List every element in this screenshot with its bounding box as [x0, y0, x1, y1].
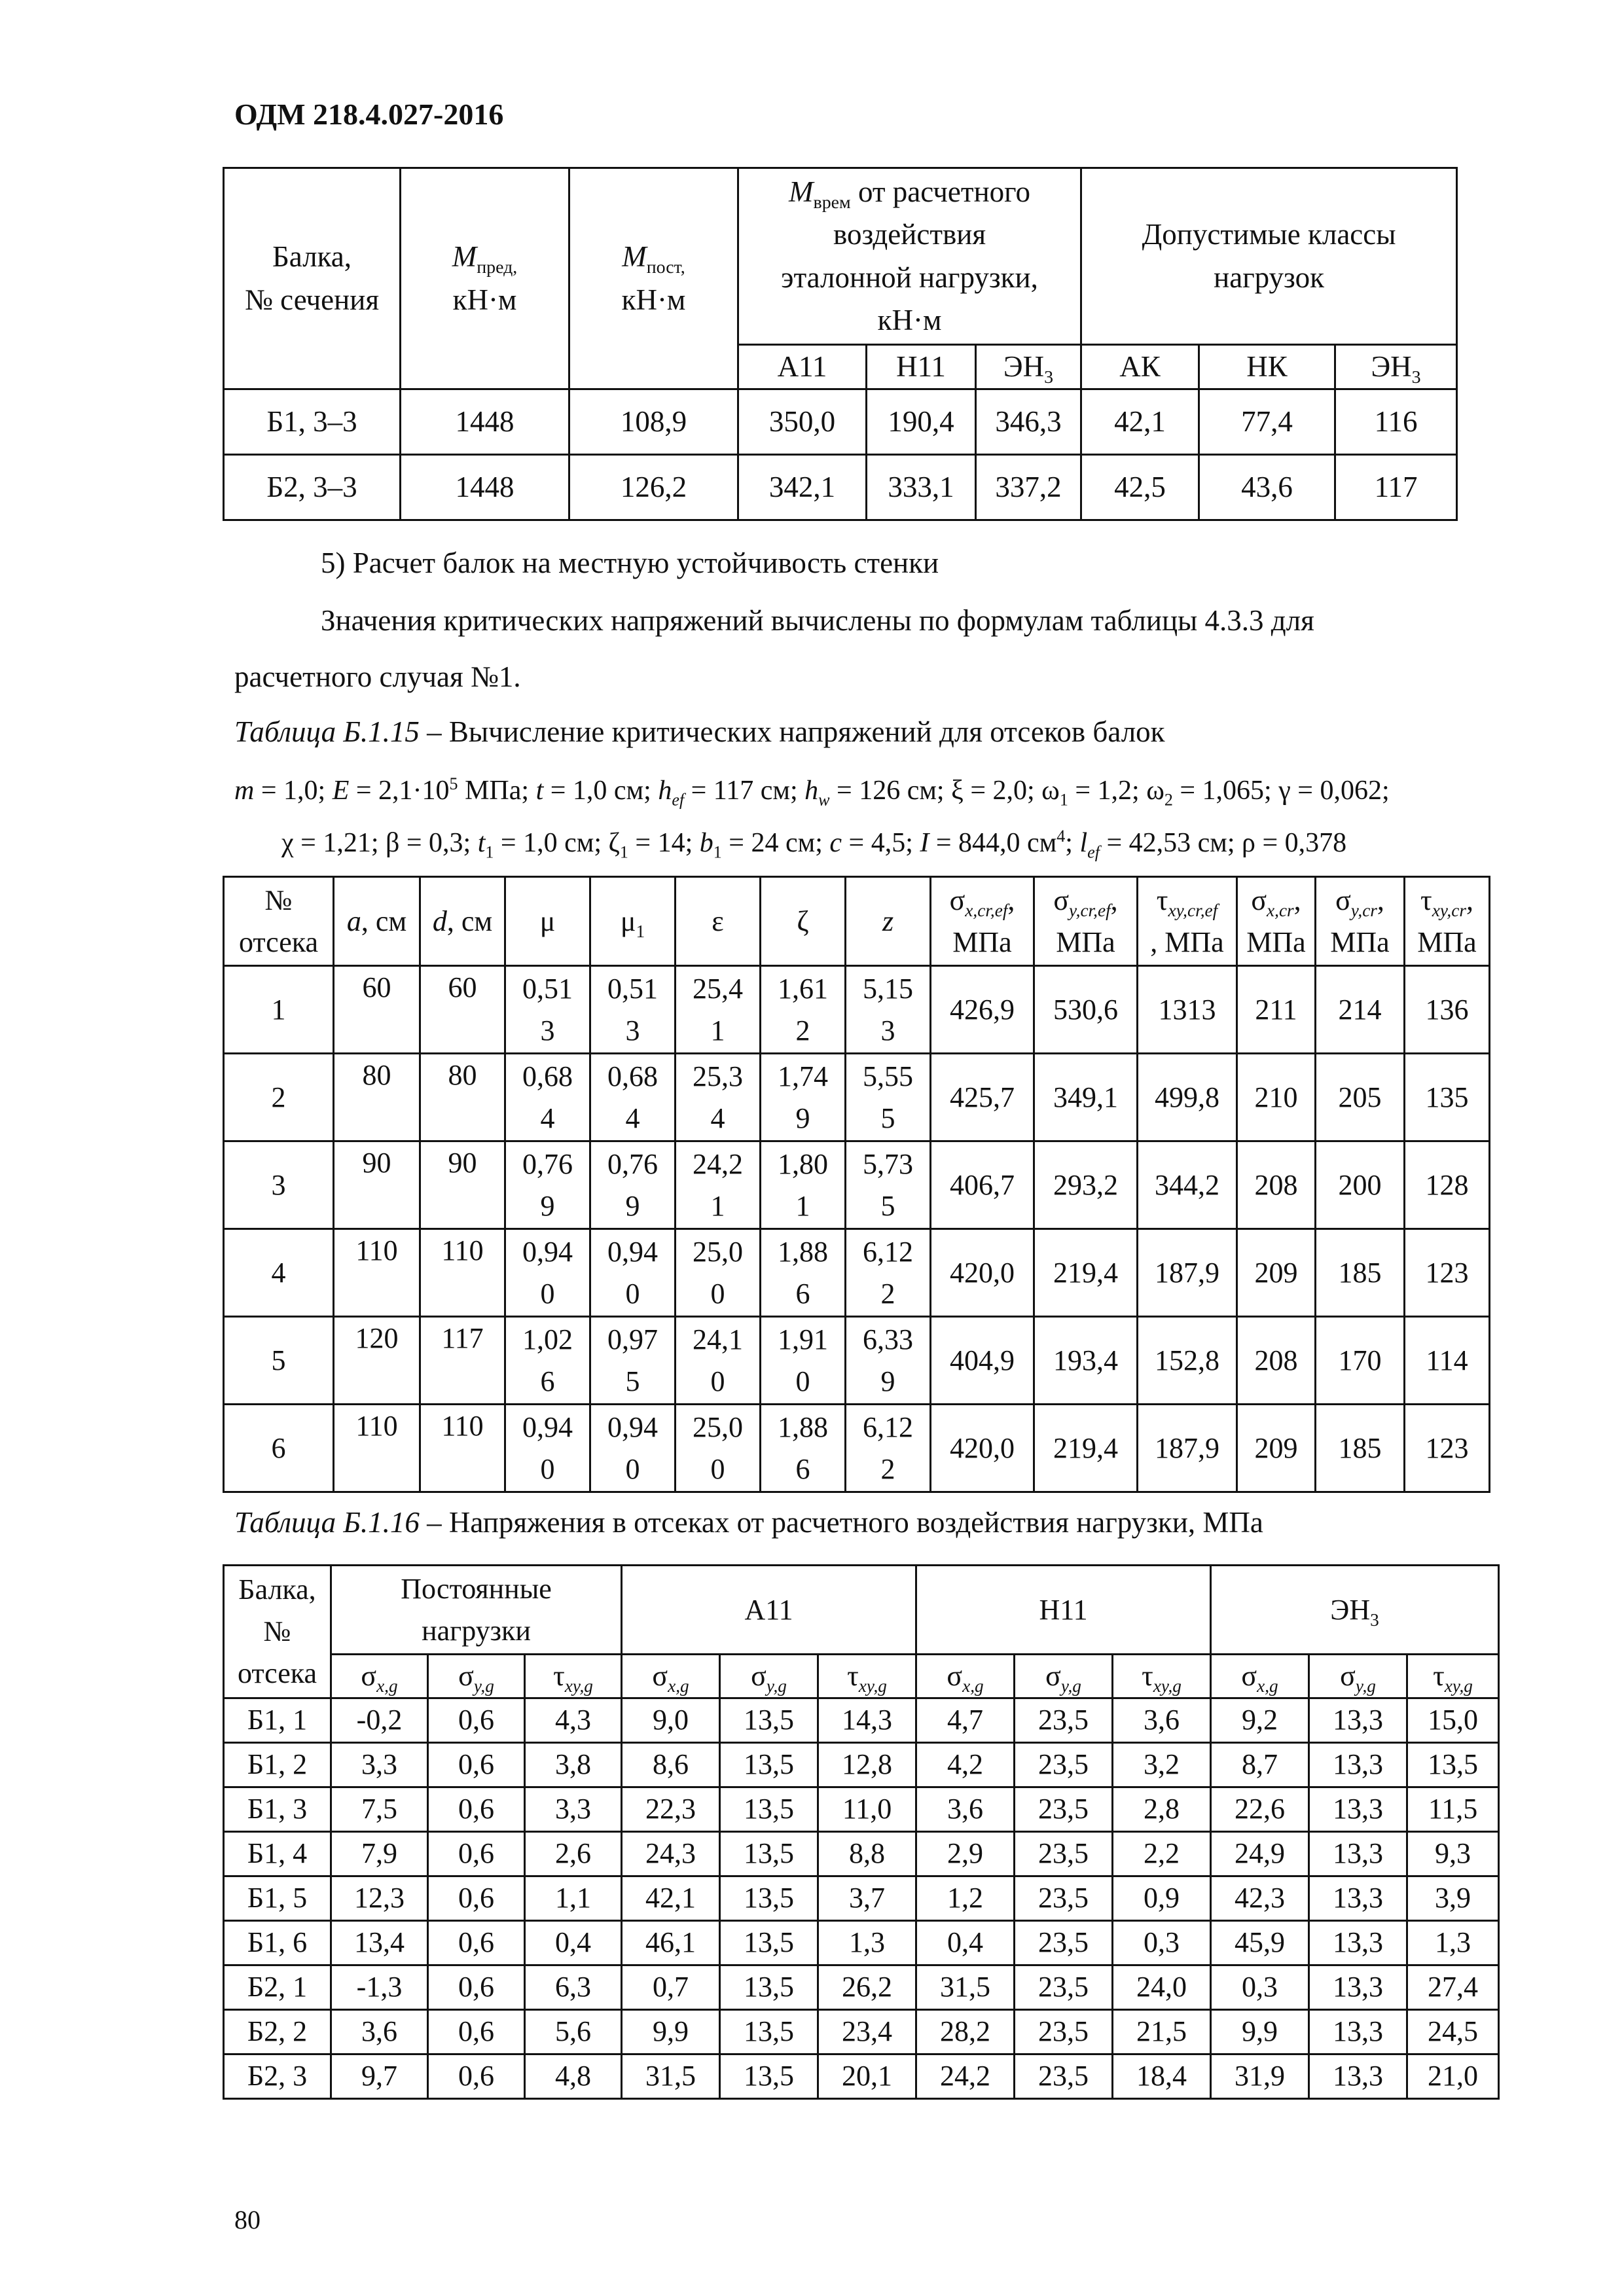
table-row: Б2, 2 3,6 0,6 5,6 9,9 13,5 23,4 28,2 23,5 21,5 9,9 13,3 24,5	[224, 2009, 1499, 2054]
table-moments	[223, 167, 1458, 521]
parameters-line-1: m = 1,0; $E = 2,1\cdot 10^5$ МПа; t = 1,0 см; $h_{ef} = 117$ см; $h_w = 126$ см; ξ = 2,0; $\omega_1 = 1,2$; $\omega_2 = 1,065$; γ = 0,062;	[234, 774, 1390, 810]
subheader-txy: $\tau_{xy,g}$	[525, 1655, 622, 1698]
subheader-sx: $\sigma_{x,g}$	[916, 1655, 1015, 1698]
section-5-title: 5) Расчет балок на местную устойчивость стенки	[321, 547, 939, 579]
table-row: Б1, 4 7,9 0,6 2,6 24,3 13,5 8,8 2,9 23,5 2,2 24,9 13,3 9,3	[224, 1831, 1499, 1876]
table-row: Б2, 1 -1,3 0,6 6,3 0,7 13,5 26,2 31,5 23,5 24,0 0,3 13,3 27,4	[224, 1965, 1499, 2009]
header-zeta: ζ	[761, 877, 846, 966]
paragraph-line-2: расчетного случая №1.	[234, 660, 521, 693]
header-m-vrem: $M_{врем}$ от расчетного воздействия эталонной нагрузки, кН·м	[738, 168, 1081, 345]
header-m-post: $M_{пост,}$ кН·м	[569, 168, 738, 389]
header-beam-compartment: Балка, № отсека	[224, 1566, 331, 1698]
header-compartment: № отсека	[224, 877, 334, 966]
table-b116-caption: Таблица Б.1.16 – Напряжения в отсеках от расчетного воздействия нагрузки, МПа	[234, 1506, 1263, 1539]
header-mu1: $\mu_1$	[590, 877, 676, 966]
table-row: 4 110 110 0,94 0 0,94 0 25,0 0 1,88 6 6,12 2 420,0 219,4 187,9 209 185 123	[224, 1229, 1490, 1317]
subheader-en3: $ЭН_3$	[976, 345, 1081, 389]
table-row: Б2, 3 9,7 0,6 4,8 31,5 13,5 20,1 24,2 23,5 18,4 31,9 13,3 21,0	[224, 2054, 1499, 2098]
subheader-a11: А11	[738, 345, 867, 389]
subheader-sy: $\sigma_{y,g}$	[1309, 1655, 1407, 1698]
subheader-sx: $\sigma_{x,g}$	[331, 1655, 428, 1698]
page-number: 80	[234, 2205, 261, 2234]
header-mu: μ	[505, 877, 590, 966]
header-z: z	[846, 877, 931, 966]
header-epsilon: ε	[676, 877, 761, 966]
header-tau-xy-cr-ef: $\tau_{xy,cr,ef}$ , МПа	[1138, 877, 1237, 966]
parameters-line-2: χ = 1,21; β = 0,3; $t_1 = 1,0$ см; $\zeta_1 = 14$; $b_1 = 24$ см; c = 4,5; I = 844,0 $см^4$; $l_{ef} = 42,53$ см; ρ = 0,378	[281, 827, 1347, 862]
table-row: Б1, 2 3,3 0,6 3,8 8,6 13,5 12,8 4,2 23,5 3,2 8,7 13,3 13,5	[224, 1742, 1499, 1787]
table-row: Б1, 3–3 1448 108,9 350,0 190,4 346,3 42,1 77,4 116	[224, 389, 1457, 455]
subheader-sy: $\sigma_{y,g}$	[1015, 1655, 1113, 1698]
subheader-en3-class: $ЭН_3$	[1335, 345, 1457, 389]
header-n11: Н11	[916, 1566, 1211, 1655]
header-d: d, см	[420, 877, 505, 966]
header-tau-xy-cr: $\tau_{xy,cr}$, МПа	[1405, 877, 1490, 966]
subheader-txy: $\tau_{xy,g}$	[1407, 1655, 1499, 1698]
table-row: 5 120 117 1,02 6 0,97 5 24,1 0 1,91 0 6,33 9 404,9 193,4 152,8 208 170 114	[224, 1317, 1490, 1405]
header-allowed-classes: Допустимые классы нагрузок	[1081, 168, 1457, 345]
table-row: 3 90 90 0,76 9 0,76 9 24,2 1 1,80 1 5,73 5 406,7 293,2 344,2 208 200 128	[224, 1141, 1490, 1229]
table-row: Б1, 5 12,3 0,6 1,1 42,1 13,5 3,7 1,2 23,5 0,9 42,3 13,3 3,9	[224, 1876, 1499, 1920]
table-compartment-stresses	[223, 1564, 1500, 2100]
header-sigma-y-cr-ef: $\sigma_{y,cr,ef}$, МПа	[1034, 877, 1138, 966]
header-permanent-loads: Постоянные нагрузки	[331, 1566, 622, 1655]
header-beam: Балка, № сечения	[224, 168, 401, 389]
header-a11: А11	[622, 1566, 916, 1655]
table-row: Б1, 3 7,5 0,6 3,3 22,3 13,5 11,0 3,6 23,5 2,8 22,6 13,3 11,5	[224, 1787, 1499, 1831]
subheader-nk: НК	[1199, 345, 1335, 389]
subheader-txy: $\tau_{xy,g}$	[1113, 1655, 1211, 1698]
header-sigma-y-cr: $\sigma_{y,cr}$, МПа	[1316, 877, 1405, 966]
document-code: ОДМ 218.4.027-2016	[234, 98, 504, 131]
subheader-ak: АК	[1081, 345, 1199, 389]
header-sigma-x-cr-ef: $\sigma_{x,cr,ef}$, МПа	[931, 877, 1034, 966]
header-sigma-x-cr: $\sigma_{x,cr}$, МПа	[1237, 877, 1316, 966]
header-m-pred: $M_{пред,}$ кН·м	[401, 168, 569, 389]
table-b115-caption: Таблица Б.1.15 – Вычисление критических напряжений для отсеков балок	[234, 715, 1165, 748]
table-critical-stresses	[223, 876, 1490, 1493]
paragraph-line-1: Значения критических напряжений вычислены по формулам таблицы 4.3.3 для	[321, 604, 1314, 637]
table-row: Б2, 3–3 1448 126,2 342,1 333,1 337,2 42,5 43,6 117	[224, 455, 1457, 520]
table-row: Б1, 1 -0,2 0,6 4,3 9,0 13,5 14,3 4,7 23,5 3,6 9,2 13,3 15,0	[224, 1698, 1499, 1742]
table-row: 1 60 60 0,51 3 0,51 3 25,4 1 1,61 2 5,15 3 426,9 530,6 1313 211 214 136	[224, 966, 1490, 1054]
subheader-sx: $\sigma_{x,g}$	[1211, 1655, 1309, 1698]
subheader-txy: $\tau_{xy,g}$	[818, 1655, 916, 1698]
table-row: Б1, 6 13,4 0,6 0,4 46,1 13,5 1,3 0,4 23,5 0,3 45,9 13,3 1,3	[224, 1920, 1499, 1965]
subheader-n11: Н11	[867, 345, 976, 389]
table-row: 2 80 80 0,68 4 0,68 4 25,3 4 1,74 9 5,55 5 425,7 349,1 499,8 210 205 135	[224, 1054, 1490, 1141]
header-en3: $ЭН_3$	[1211, 1566, 1499, 1655]
header-a: a, см	[334, 877, 420, 966]
subheader-sx: $\sigma_{x,g}$	[622, 1655, 720, 1698]
subheader-sy: $\sigma_{y,g}$	[428, 1655, 525, 1698]
subheader-sy: $\sigma_{y,g}$	[720, 1655, 818, 1698]
table-row: 6 110 110 0,94 0 0,94 0 25,0 0 1,88 6 6,12 2 420,0 219,4 187,9 209 185 123	[224, 1405, 1490, 1492]
